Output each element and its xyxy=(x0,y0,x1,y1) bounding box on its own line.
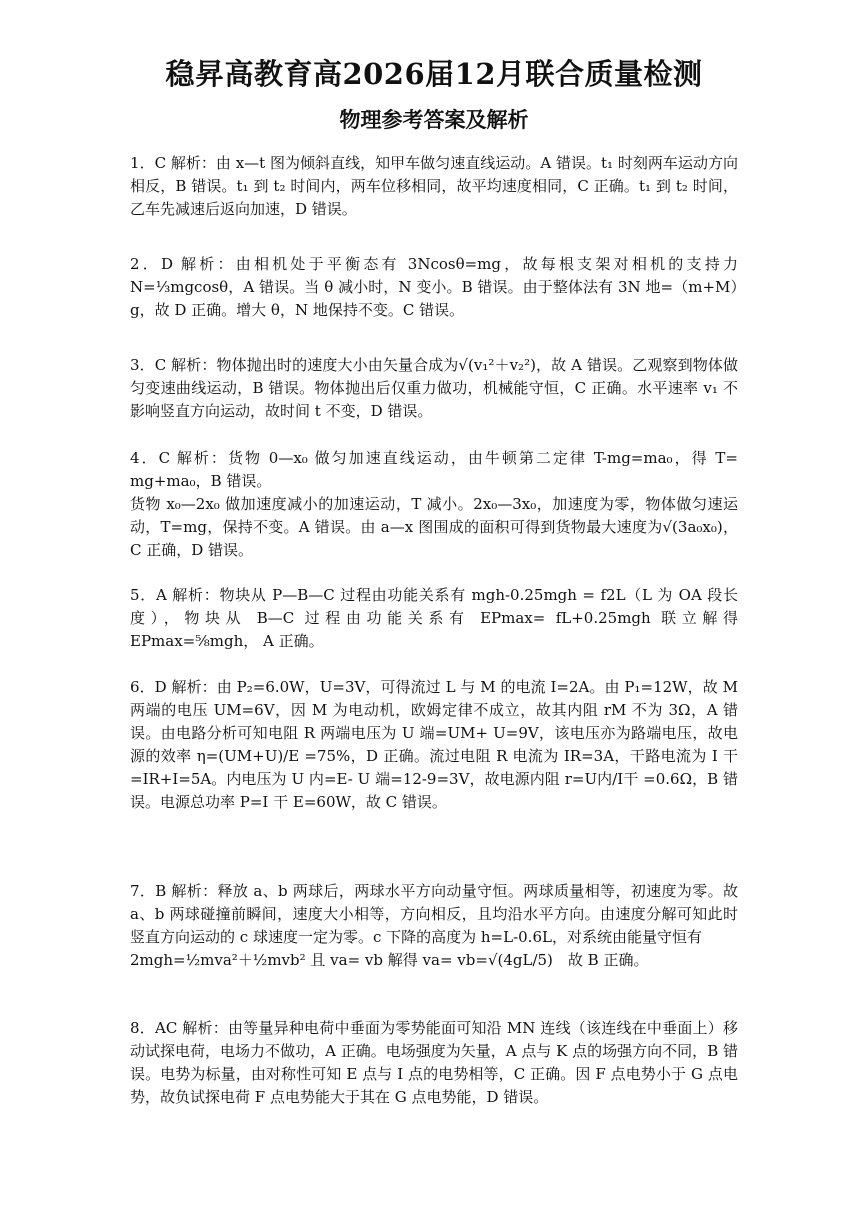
answer-q8-text: 8．AC 解析：由等量异种电荷中垂面为零势能面可知沿 MN 连线（该连线在中垂面上）移动试探电荷，电场力不做功，A 正确。电场强度为矢量，A 点与 K 点的场强方向不同，B 错误。电势为标量，由对称性可知 E 点与 I 点的电势相等，C 正确。因 F 点电势小于 G 点电势，故负试探电荷 F 点电势能大于其在 G 点电势能，D 错误。 xyxy=(130,1019,738,1106)
answer-q5 xyxy=(130,584,738,653)
answer-q3 xyxy=(130,354,738,423)
answer-q8 xyxy=(130,1017,738,1109)
answer-q5-text: 5．A 解析：物块从 P—B—C 过程由功能关系有 mgh-0.25mgh = f2L（L 为 OA 段长度），物块从 B—C 过程由功能关系有 EPmax= fL+0.25mgh 联立解得 EPmax=⅝mgh， A 正确。 xyxy=(130,586,738,650)
answer-q6-text: 6．D 解析：由 P₂=6.0W，U=3V，可得流过 L 与 M 的电流 I=2A。由 P₁=12W，故 M 两端的电压 UM=6V，因 M 为电动机，欧姆定律不成立，故其内阻 rM 不为 3Ω，A 错误。由电路分析可知电阻 R 两端电压为 U 端=UM+ U=9V，该电压亦为路端电压，故电源的效率 η=(UM+U)/E =75%，D 正确。流过电阻 R 电流为 IR=3A，干路电流为 I 干=IR+I=5A。内电压为 U 内=E- U 端=12-9=3V，故电源内阻 r=U内/I干 =0.6Ω，B 错误。电源总功率 P=I 干 E=60W，故 C 错误。 xyxy=(130,678,738,811)
document-subtitle: 物理参考答案及解析 xyxy=(339,107,529,132)
answer-q3-text: 3．C 解析：物体抛出时的速度大小由矢量合成为√(v₁²＋v₂²)，故 A 错误。乙观察到物体做匀变速曲线运动，B 错误。物体抛出后仅重力做功，机械能守恒，C 正确。水平速率 v₁ 不影响竖直方向运动，故时间 t 不变，D 错误。 xyxy=(130,356,738,420)
answer-q4 xyxy=(130,447,738,562)
answer-q1-text: 1．C 解析：由 x—t 图为倾斜直线，知甲车做匀速直线运动。A 错误。t₁ 时刻两车运动方向相反，B 错误。t₁ 到 t₂ 时间内，两车位移相同，故平均速度相同，C 正确。t₁ 到 t₂ 时间，乙车先减速后返向加速，D 错误。 xyxy=(130,154,738,218)
answer-q4-text-2: 货物 x₀—2x₀ 做加速度减小的加速运动，T 减小。2x₀—3x₀，加速度为零，物体做匀速运动，T=mg，保持不变。A 错误。由 a—x 图围成的面积可得到货物最大速度为√(3a₀x₀)，C 正确，D 错误。 xyxy=(130,495,738,559)
answer-q2-text: 2．D 解析：由相机处于平衡态有 3Ncosθ=mg，故每根支架对相机的支持力 N=⅓mgcosθ，A 错误。当 θ 减小时，N 变小。B 错误。由于整体法有 3N 地=（m+M）g，故 D 正确。增大 θ，N 地保持不变。C 错误。 xyxy=(130,255,738,319)
answer-q4-text-1: 4．C 解析：货物 0—x₀ 做匀加速直线运动，由牛顿第二定律 T-mg=ma₀，得 T= mg+ma₀，B 错误。 xyxy=(130,449,738,490)
answer-q7 xyxy=(130,880,738,972)
answer-q6 xyxy=(130,676,738,814)
answer-q7-text-1: 7．B 解析：释放 a、b 两球后，两球水平方向动量守恒。两球质量相等，初速度为零。故 a、b 两球碰撞前瞬间，速度大小相等，方向相反，且均沿水平方向。由速度分解可知此时竖直方向运动的 c 球速度一定为零。c 下降的高度为 h=L-0.6L，对系统由能量守恒有 xyxy=(130,882,738,946)
answer-q7-formula-line: 2mgh=½mva²＋½mvb² 且 va= vb 解得 va= vb=√(4gL/5) 故 B 正确。 xyxy=(130,951,649,969)
answer-q2 xyxy=(130,253,738,322)
answer-q1 xyxy=(130,152,738,221)
document-title: 稳昇高教育高2026届12月联合质量检测 xyxy=(165,57,703,91)
